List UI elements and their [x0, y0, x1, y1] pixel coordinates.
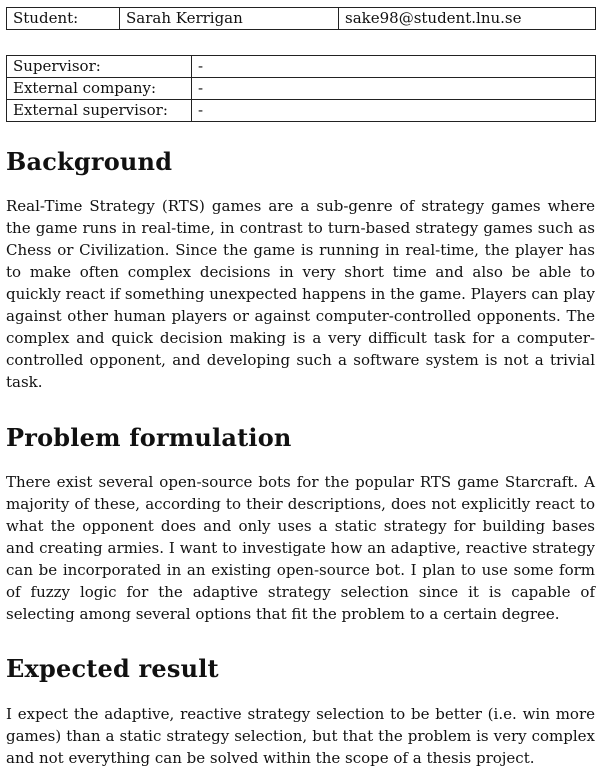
external-supervisor-value: - [192, 100, 596, 122]
supervisor-value: - [192, 56, 596, 78]
external-supervisor-label: External supervisor: [7, 100, 192, 122]
student-email: sake98@student.lnu.se [339, 8, 596, 30]
section-body-expected-result: I expect the adaptive, reactive strategy selection to be better (i.e. win more games) than a static strategy selection, but that the problem is very complex and not everything can be solved within the scope of a thesis project. [6, 705, 595, 767]
external-company-value: - [192, 78, 596, 100]
table-row [7, 56, 596, 78]
student-table [6, 7, 596, 30]
section-body-problem-formulation: There exist several open-source bots for the popular RTS game Starcraft. A majority of these, according to their descriptions, does not explicitly react to what the opponent does and only uses a static strategy for building bases and creating armies. I want to investigate how an adaptive, reactive strategy can be incorporated in an existing open-source bot. I plan to use some form of fuzzy logic for the adaptive strategy selection since it is capable of selecting among several options that fit the problem to a certain degree. [6, 473, 595, 623]
table-row [7, 100, 596, 122]
student-row [7, 8, 596, 30]
section-heading-problem-formulation: Problem formulation [6, 423, 292, 452]
section-heading-expected-result: Expected result [6, 654, 219, 683]
section-heading-background: Background [6, 147, 173, 176]
external-company-label: External company: [7, 78, 192, 100]
student-name: Sarah Kerrigan [120, 8, 339, 30]
supervisor-label: Supervisor: [7, 56, 192, 78]
student-label: Student: [7, 8, 120, 30]
table-row [7, 78, 596, 100]
supervisor-table [6, 55, 596, 122]
section-body-background: Real-Time Strategy (RTS) games are a sub-genre of strategy games where the game runs in real-time, in contrast to turn-based strategy games such as Chess or Civilization. Since the game is running in real-time, the player has to make often complex decisions in very short time and also be able to quickly react if something unexpected happens in the game. Players can play against other human players or against computer-controlled opponents. The complex and quick decision making is a very difficult task for a computer-controlled opponent, and developing such a software system is not a trivial task. [6, 197, 596, 391]
